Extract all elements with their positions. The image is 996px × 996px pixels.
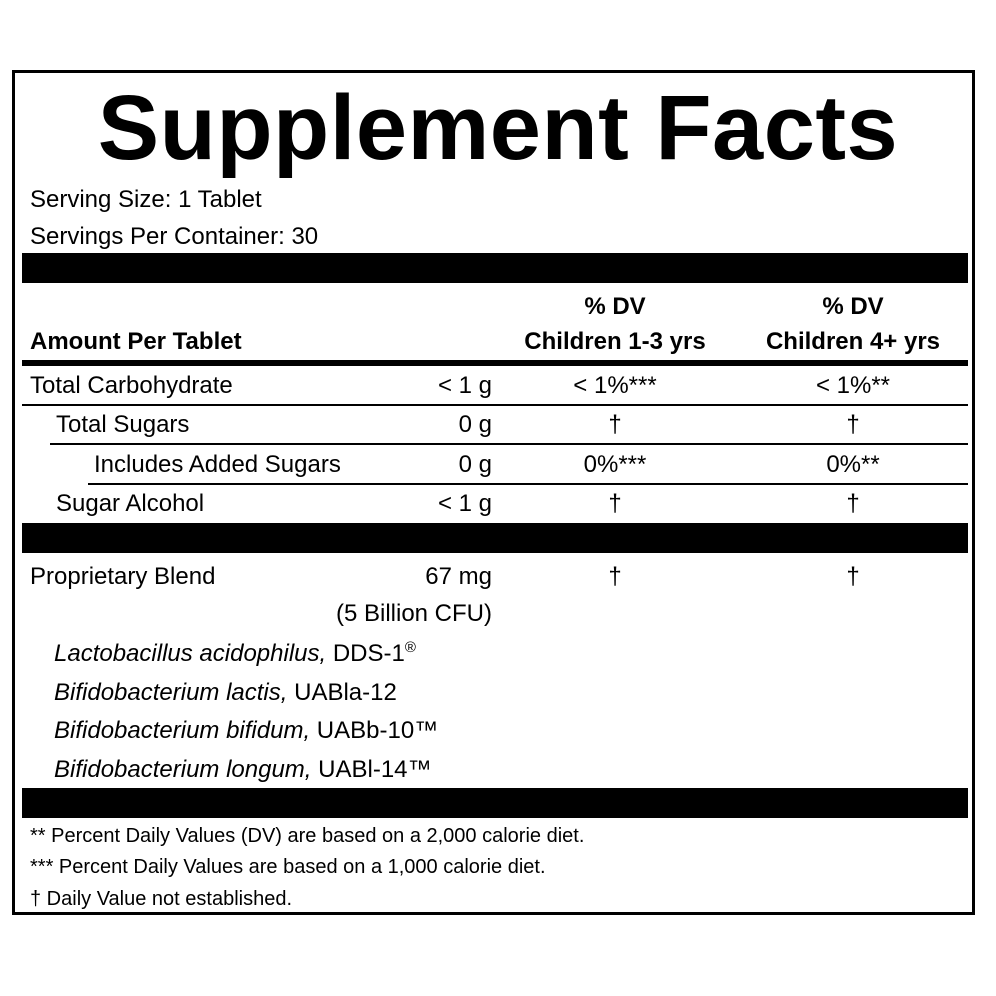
nutrient-amount: < 1 g <box>437 372 492 399</box>
blend-strain <box>54 679 397 707</box>
row-divider <box>88 483 968 485</box>
nutrient-name: Total Sugars <box>56 411 190 438</box>
registered-mark: ® <box>404 639 416 656</box>
footnote: ** Percent Daily Values (DV) are based on a 2,000 calorie diet. <box>30 825 585 847</box>
nutrient-name: Total Carbohydrate <box>30 372 233 399</box>
strain-code: DDS-1 <box>332 640 405 667</box>
nutrient-dv-2: † <box>846 490 860 517</box>
footnote: † Daily Value not established. <box>30 888 293 910</box>
nutrient-name: Sugar Alcohol <box>56 490 205 517</box>
dv-label-1: % DV <box>584 293 646 320</box>
nutrient-dv-2: 0%** <box>826 451 880 478</box>
strain-species: Lactobacillus acidophilus, <box>54 640 327 667</box>
header-divider <box>22 360 968 366</box>
blend-dv-2: † <box>846 563 860 590</box>
nutrient-amount: 0 g <box>458 451 492 478</box>
blend-strain <box>54 756 432 784</box>
nutrient-amount: < 1 g <box>437 490 492 517</box>
thick-divider-top <box>22 253 968 283</box>
nutrient-amount: 0 g <box>458 411 492 438</box>
page-title: Supplement Facts <box>97 77 899 179</box>
row-divider <box>22 404 968 406</box>
nutrient-dv-1: 0%*** <box>583 451 647 478</box>
blend-strain <box>54 717 438 745</box>
nutrient-dv-1: † <box>608 411 622 438</box>
strain-species: Bifidobacterium longum, <box>54 756 312 783</box>
nutrient-name: Includes Added Sugars <box>94 451 341 478</box>
nutrient-dv-2: † <box>846 411 860 438</box>
strain-species: Bifidobacterium bifidum, <box>54 717 311 744</box>
strain-code: UABl-14™ <box>318 756 432 783</box>
strain-species: Bifidobacterium lactis, <box>54 679 288 706</box>
thick-divider-middle <box>22 523 968 553</box>
servings-per-container: Servings Per Container: 30 <box>30 223 319 250</box>
blend-strain <box>54 640 416 668</box>
strain-code: UABla-12 <box>294 679 397 706</box>
nutrient-dv-2: < 1%** <box>815 372 891 399</box>
footnote: *** Percent Daily Values are based on a 1,000 calorie diet. <box>30 856 546 878</box>
blend-cfu: (5 Billion CFU) <box>335 600 492 627</box>
blend-amount: 67 mg <box>425 563 492 590</box>
amount-per-tablet-label: Amount Per Tablet <box>30 328 242 355</box>
serving-size: Serving Size: 1 Tablet <box>30 186 262 213</box>
nutrient-dv-1: † <box>608 490 622 517</box>
strain-code: UABb-10™ <box>316 717 439 744</box>
blend-name: Proprietary Blend <box>30 563 216 590</box>
dv-label-2: % DV <box>822 293 884 320</box>
nutrient-dv-1: < 1%*** <box>573 372 657 399</box>
dv-group-1: Children 1-3 yrs <box>524 328 706 355</box>
row-divider <box>50 443 968 445</box>
dv-group-2: Children 4+ yrs <box>765 328 941 355</box>
thick-divider-bottom <box>22 788 968 818</box>
blend-dv-1: † <box>608 563 622 590</box>
